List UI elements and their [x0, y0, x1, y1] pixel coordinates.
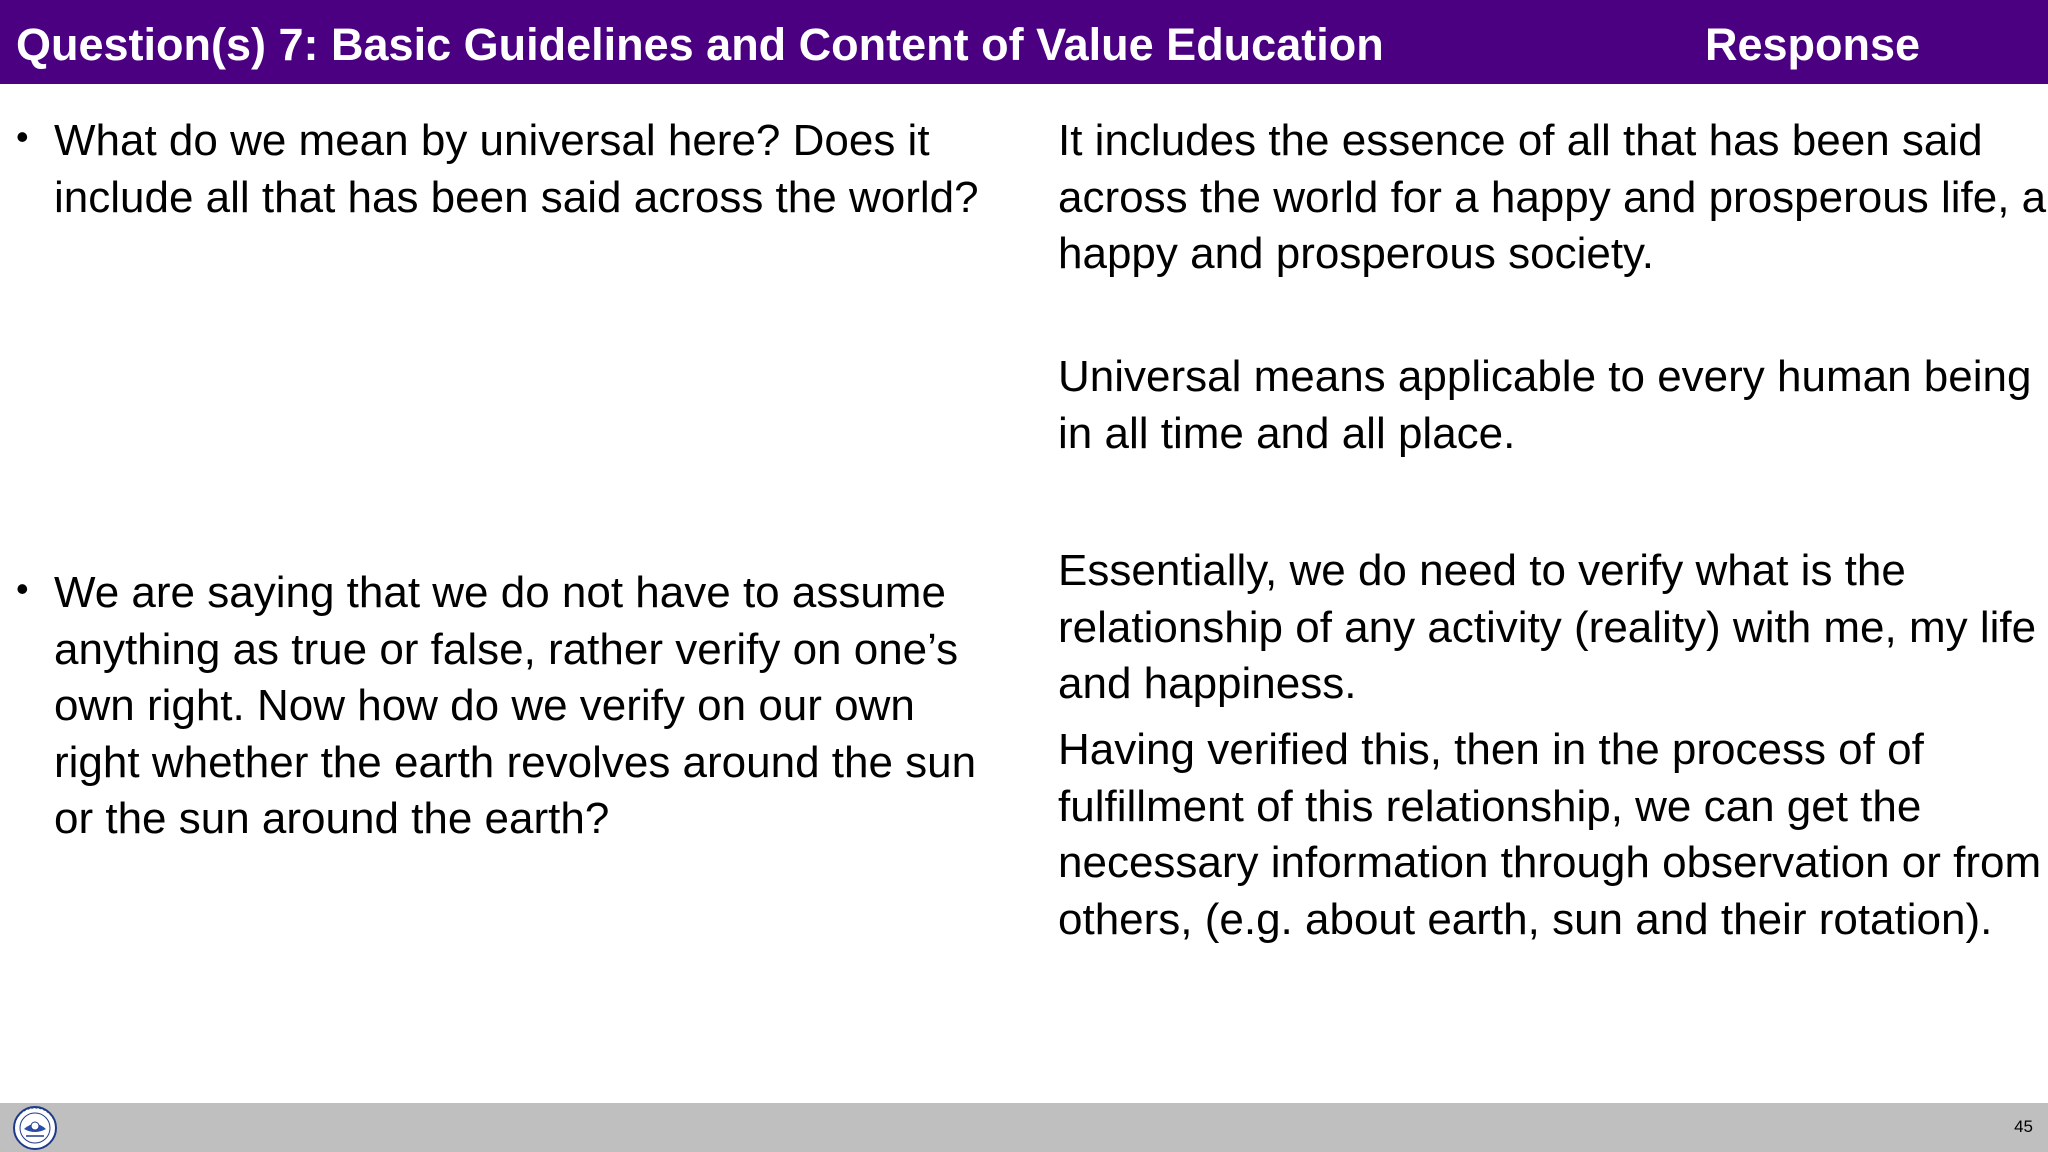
slide-title: Question(s) 7: Basic Guidelines and Content of Value Education	[16, 19, 1384, 70]
question-item	[16, 113, 1006, 226]
response-paragraph: It includes the essence of all that has been said across the world for a happy and prosperous life, a happy and prosperous society.	[1058, 116, 2047, 278]
response-heading: Response	[1705, 19, 1921, 70]
bullet-icon: •	[16, 568, 29, 609]
question-item	[16, 565, 1006, 848]
title-bar	[0, 0, 2048, 84]
response-paragraph: Essentially, we do need to verify what is the relationship of any activity (reality) with me, my life and happiness.	[1058, 546, 2037, 708]
emblem-logo-icon	[2, 1105, 68, 1151]
bullet-icon: •	[16, 116, 29, 157]
response-paragraph: Having verified this, then in the process of of fulfillment of this relationship, we can get the necessary information through observation or from others, (e.g. about earth, sun and their rotation).	[1058, 725, 2042, 944]
page-number: 45	[2014, 1117, 2033, 1136]
question-text: We are saying that we do not have to assume anything as true or false, rather verify on one’s own right. Now how do we verify on our own right whether the earth revolves around the sun or the sun around the earth?	[54, 568, 977, 843]
response-paragraph: Universal means applicable to every human being in all time and all place.	[1058, 352, 2032, 458]
question-text: What do we mean by universal here? Does it include all that has been said across the world?	[54, 116, 979, 222]
footer-bar	[0, 1103, 2048, 1152]
